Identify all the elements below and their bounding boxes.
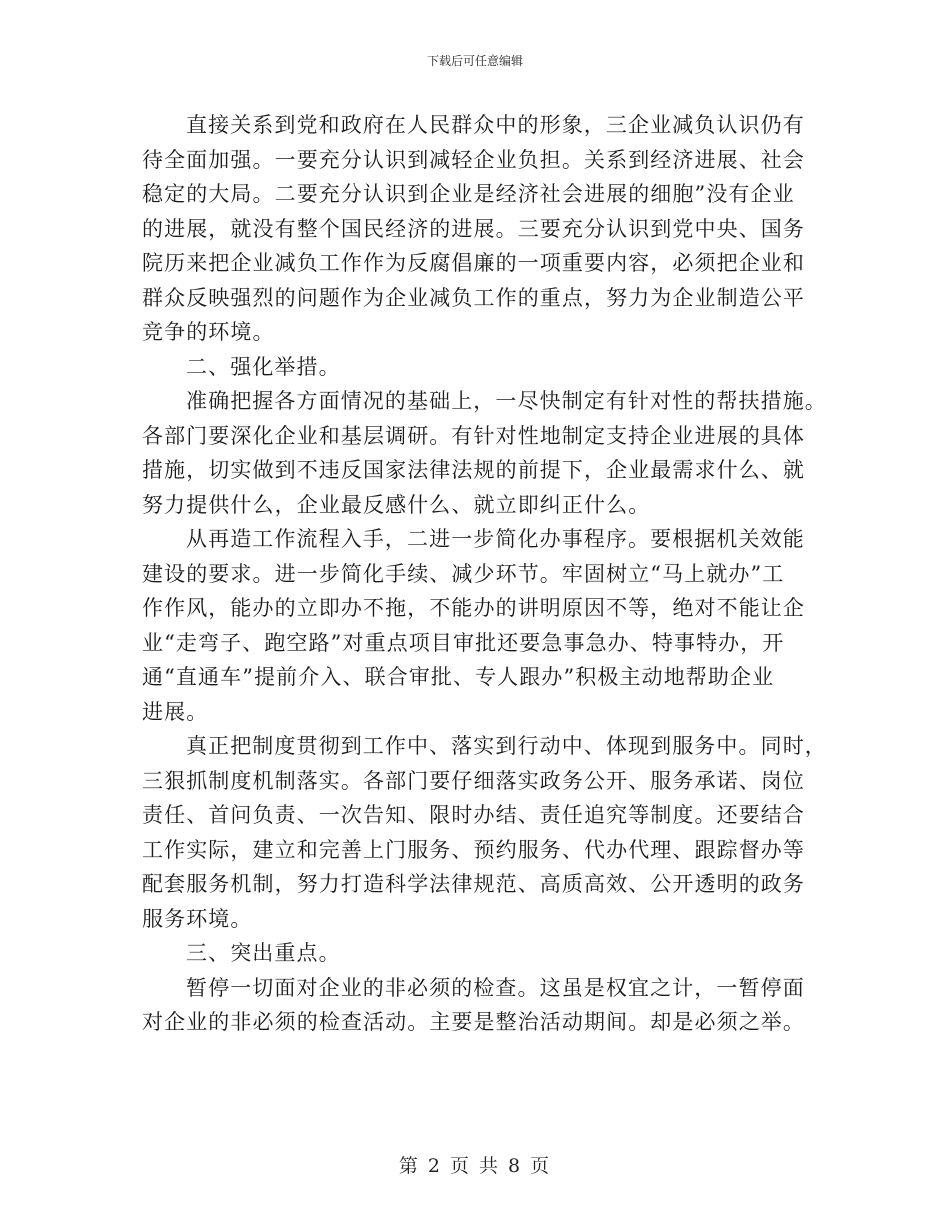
- section-heading: 二、强化举措。: [186, 354, 341, 379]
- section-heading: 三、突出重点。: [186, 941, 341, 965]
- paragraph: [142, 971, 812, 1040]
- text-line: 待全面加强。一要充分认识到减轻企业负担。关系到经济进展、社会: [142, 147, 805, 172]
- text-line: 建设的要求。进一步简化手续、减少环节。牢固树立“马上就办”工: [142, 561, 785, 586]
- text-line: 稳定的大局。二要充分认识到企业是经济社会进展的细胞”没有企业: [142, 182, 795, 206]
- text-line: 措施，切实做到不违反国家法律法规的前提下，企业最需求什么、就: [142, 458, 805, 482]
- paragraph: [142, 522, 812, 729]
- page-number: [0, 1151, 950, 1178]
- text-line: 暂停一切面对企业的非必须的检查。这虽是权宜之计，一暂停面: [186, 975, 805, 1000]
- page-number-label: 第 2 页 共 8 页: [398, 1155, 552, 1177]
- text-line: 工作实际，建立和完善上门服务、预约服务、代办代理、跟踪督办等: [142, 837, 805, 862]
- text-line: 直接关系到党和政府在人民群众中的形象，三企业减负认识仍有: [186, 113, 805, 137]
- text-line: 通“直通车”提前介入、联合审批、专人跟办”积极主动地帮助企业: [142, 665, 775, 689]
- page-header: [0, 52, 950, 69]
- text-line: 作作风，能办的立即办不拖，不能办的讲明原因不等，绝对不能让企: [142, 596, 805, 620]
- text-line: 服务环境。: [142, 906, 253, 931]
- header-note: 下载后可任意编辑: [426, 54, 523, 68]
- text-line: 群众反映强烈的问题作为企业减负工作的重点，努力为企业制造公平: [142, 285, 805, 310]
- text-line: 竞争的环境。: [142, 320, 275, 344]
- paragraph: [142, 729, 827, 936]
- paragraph: [142, 384, 827, 522]
- text-line: 配套服务机制，努力打造科学法律规范、高质高效、公开透明的政务: [142, 872, 805, 896]
- text-line: 三狠抓制度机制落实。各部门要仔细落实政务公开、服务承诺、岗位: [142, 768, 805, 793]
- text-line: 对企业的非必须的检查活动。主要是整治活动期间。却是必须之举。: [142, 1010, 805, 1034]
- text-line: 院历来把企业减负工作作为反腐倡廉的一项重要内容，必须把企业和: [142, 251, 805, 275]
- text-line: 努力提供什么，企业最反感什么、就立即纠正什么。: [142, 492, 651, 517]
- text-line: 责任、首问负责、一次告知、限时办结、责任追究等制度。还要结合: [142, 803, 805, 827]
- text-line: 进展。: [142, 699, 209, 724]
- document-body: [142, 108, 827, 1040]
- text-line: 业“走弯子、跑空路”对重点项目审批还要急事急办、特事特办，开: [142, 630, 785, 655]
- text-line: 真正把制度贯彻到工作中、落实到行动中、体现到服务中。同时，: [186, 734, 827, 758]
- text-line: 准确把握各方面情况的基础上，一尽快制定有针对性的帮扶措施。: [186, 389, 827, 413]
- text-line: 的进展，就没有整个国民经济的进展。三要充分认识到党中央、国务: [142, 216, 805, 241]
- paragraph: [142, 108, 812, 350]
- text-line: 从再造工作流程入手，二进一步简化办事程序。要根据机关效能: [186, 527, 805, 551]
- text-line: 各部门要深化企业和基层调研。有针对性地制定支持企业进展的具体: [142, 423, 805, 448]
